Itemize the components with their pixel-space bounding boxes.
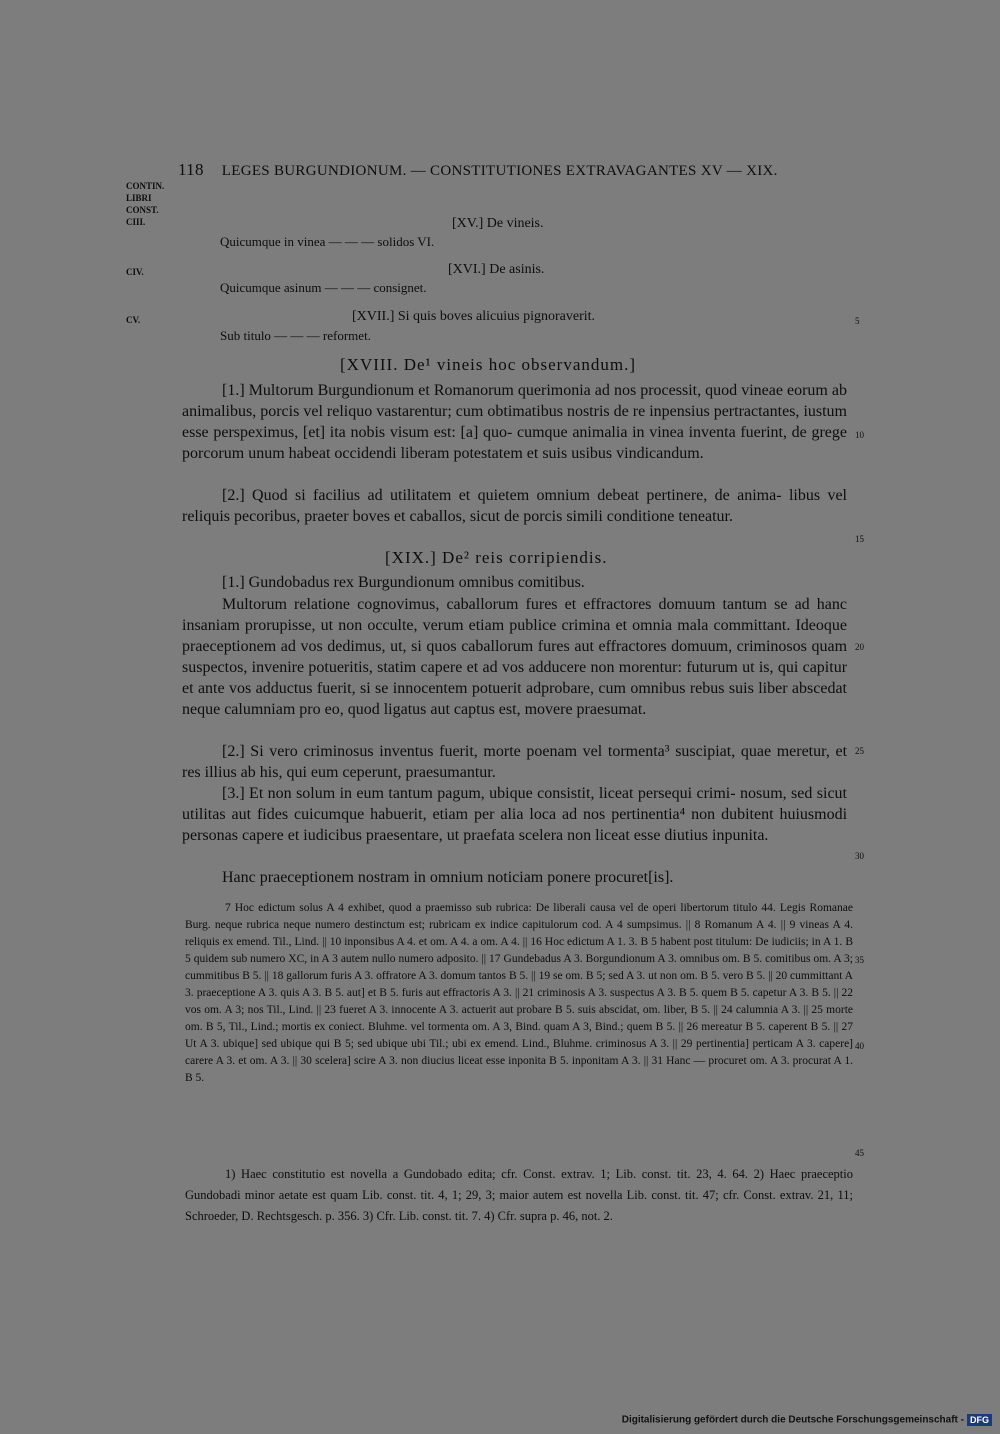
xviii-paragraph-1 (182, 380, 847, 464)
running-title: LEGES BURGUNDIONUM. — CONSTITUTIONES EXTRAVAGANTES XV — XIX. (221, 163, 778, 179)
title-xviii: [XVIII. De¹ vineis hoc observandum.] (340, 355, 637, 374)
text-line: [2.] Quod si facilius ad utilitatem et quietem omnium debeat pertinere, de anima- (222, 487, 782, 504)
title-xvii: [XVII.] Si quis boves alicuius pignoraverit. (352, 309, 596, 324)
text-line: Multorum relatione cognovimus, caballorum fures et effractores domuum tantum (222, 596, 767, 613)
text-line: vineae eorum ab animalibus, porcis vel reliquo vastarentur; cum obtimatibus nostris (182, 382, 847, 420)
text-line: mala committant. Ideoque praeceptionem ad vos dedimus, ut, si quos caballorum fures (182, 617, 848, 655)
xviii-paragraph-2 (182, 485, 847, 527)
text-line: neque calumniam pro eo, quod ligatus aut captus est, movere praesumat. (182, 701, 647, 718)
xix-paragraph-4: Hanc praeceptionem nostram in omnium noticiam ponere procuret[is]. (222, 869, 674, 886)
title-xvi: [XVI.] De asinis. (448, 262, 545, 277)
text-line: libus vel reliquis pecoribus, praeter boves et caballos, sicut de porcis simili conditione (182, 487, 848, 525)
xix-paragraph-3 (182, 783, 847, 846)
text-line: meretur, et res illius ab his, qui eum ceperunt, praesumantur. (182, 743, 848, 781)
page-number: 118 (178, 160, 204, 179)
line-number-15: 15 (855, 534, 864, 544)
text-line: se ad hanc insaniam prorupisse, ut non occulte, verum etiam publice crimina et omnia (182, 596, 848, 634)
line-number-10: 10 (855, 430, 864, 440)
text-line: [2.] Si vero criminosus inventus fuerit, morte poenam vel tormenta³ suscipiat, quae (222, 743, 772, 760)
xix-paragraph-1 (182, 594, 847, 720)
sidenote-civ: CIV. (126, 267, 144, 277)
line-number-30: 30 (855, 851, 864, 861)
line-number-35: 35 (855, 955, 864, 965)
dfg-logo: DFG (967, 1414, 992, 1426)
sidenote-cv: CV. (126, 315, 141, 325)
footnotes: 1) Haec constitutio est novella a Gundobado edita; cfr. Const. extrav. 1; Lib. const. tit. 23, 4. 64. 2) Haec praeceptio Gundobadi minor aetate est quam Lib. const. tit. 4, 1; 29, 3; maior autem est novella Lib. const. tit. 47; cfr. Const. extrav. 21, 11; Schroeder, D. Rechtsgesch. p. 356. 3) Cfr. Lib. const. tit. 7. 4) Cfr. supra p. 46, not. 2. (185, 1167, 853, 1223)
text-line: et ad vos adducere non morentur: futurum ut is, qui capitur et ante vos adductus (182, 659, 848, 697)
text-line: liberam potestatem et suis usibus vindicandum. (400, 445, 704, 462)
running-header (178, 160, 778, 180)
critical-apparatus: 7 Hoc edictum solus A 4 exhibet, quod a praemisso sub rubrica: De liberali causa vel de operi libertorum titulo 44. Legis Romanae Burg. neque rubrica neque numero destinctum est; rubricam ex indice capitulorum cod. A 4 sumpsimus. || 8 Romanum A 4. || 9 vineas A 4. reliquis ex emend. Til., Lind. || 10 inponsibus A 4. et om. A 4. a om. A 4. || 16 Hoc edictum A 1. 3. B 5 habent post titulum: De iudiciis; in A 1. B 5 quidem sub numero XC, in A 3 autem nullo numero adposito. || 17 Gundebadus A 3. Borgundionum A 3. omnibus om. B 5. comitibus om. A 3; cummitibus B 5. || 18 gallorum furis A 3. offratore A 3. domum tantos B 5. || 19 se om. B 5; sed A 3. ut non om. B 5. vero B 5. || 20 cummittant A 3. praeceptione A 3. quis A 3. B 5. aut] et B 5. furis aut effractoris A 3. || 21 criminosis A 3. suspectus A 3. B 5. quem B 5. capetur A 3. B 5. || 22 vos om. A 3; nos Til., Lind. || 23 fueret A 3. innocente A 3. actuerit aut probare B 5. suis abscidat, om. liber, B 5. || 24 calumnia A 3. || 25 morte om. B 5, Til., Lind.; mortis ex coniect. Bluhme. vel tormenta om. A 3, Bind. quam A 3, Bind.; quem B 5. || 26 mereatur B 5. caperent B 5. || 27 Ut A 3. ubique] sed ubique qui B 5; sed ubique ubi Til.; ubi ex emend. Lind., Bluhme. criminosus A 3. || 29 pertinentia] perticam A 3. capere] carere A 3. et om. A 3. || 30 scelera] scire A 3. non diucius liceat esse inponita B 5. inponitam A 3. || 31 Hanc — procuret om. A 3. procurat A 1. B 5. (185, 902, 853, 1084)
text-line: [3.] Et non solum in eum tantum pagum, ubique consistit, liceat persequi crimi- (222, 785, 736, 802)
title-xix: [XIX.] De² reis corripiendis. (385, 548, 608, 567)
summary-xvi: Quicumque asinum — — — consignet. (220, 280, 427, 295)
text-line: nosum, sed sicut utilitas aut fides cuicumque habuerit, etiam per alia loca ad nos (182, 785, 848, 823)
summary-xv: Quicumque in vinea — — — solidos VI. (220, 234, 435, 249)
digitization-footer (622, 1414, 992, 1426)
text-line: de re inpensius pertractantes, iustum esse perspeximus, [et] ita nobis visum est: [a] quo- (182, 403, 848, 441)
text-line: [1.] Multorum Burgundionum et Romanorum querimonia ad nos processit, quod (222, 382, 738, 399)
line-number-25: 25 (855, 746, 864, 756)
line-number-20: 20 (855, 642, 864, 652)
line-number-40: 40 (855, 1041, 864, 1051)
text-line: aut effractores domuum, criminosos quam suspectos, invenire potueritis, statim capere (182, 638, 848, 676)
xix-paragraph-2 (182, 741, 847, 783)
text-line: praefata scelera non liceat esse diutius inpunita. (463, 827, 769, 844)
line-number-5: 5 (855, 316, 860, 326)
sidenote-contin: CONTIN. LIBRI CONST. CIII. (126, 181, 165, 227)
title-xv: [XV.] De vineis. (452, 216, 544, 231)
text-line: pertinentia⁴ non dubitent huiusmodi personas capere et iudicibus praesentare, ut (182, 806, 848, 844)
footer-text: Digitalisierung gefördert durch die Deutsche Forschungsgemeinschaft - (621, 1414, 964, 1426)
summary-xvii: Sub titulo — — — reformet. (220, 328, 371, 343)
text-line: teneatur. (678, 508, 733, 525)
line-number-45: 45 (855, 1148, 864, 1158)
text-line: fuerit, si se innocentem potuerit adprobare, cum omnibus rebus suis liber abscedat (316, 680, 848, 697)
xix-paragraph-1-heading: [1.] Gundobadus rex Burgundionum omnibus comitibus. (222, 574, 585, 591)
text-line: cumque animalia in vinea inventa fuerint, de grege porcorum unum habeat occidendi (182, 424, 848, 462)
